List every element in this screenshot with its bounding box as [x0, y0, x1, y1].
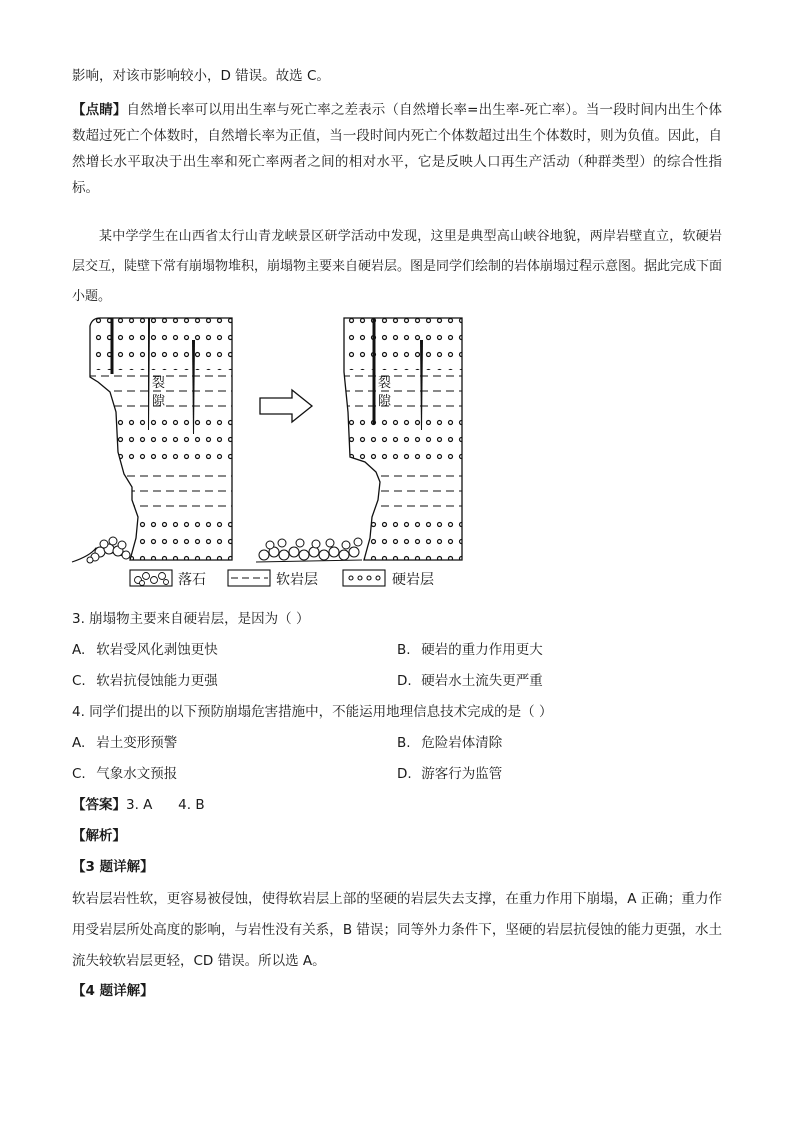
q3-option-c-text: 软岩抗侵蚀能力更强 [96, 673, 218, 689]
crack-label-right-1: 裂 [378, 376, 392, 391]
q3-option-a[interactable] [72, 640, 218, 660]
after-collapse-block [256, 318, 464, 562]
q4-option-b[interactable] [397, 733, 502, 753]
continued-text: 影响，对该市影响较小，D 错误。故选 C。 [72, 68, 330, 84]
crack-label-left-1: 裂 [152, 376, 166, 391]
legend-soft-rock: 软岩层 [276, 572, 318, 588]
q3-option-d-text: 硬岩水土流失更严重 [421, 673, 543, 689]
q4-option-b-key: B. [397, 735, 411, 751]
q4-option-a-text: 岩土变形预警 [96, 735, 178, 751]
q3-option-b-key: B. [397, 642, 411, 658]
q3-detail-label: 【3 题详解】 [72, 859, 154, 875]
rock-collapse-diagram [60, 312, 480, 596]
question-3-stem: 3. 崩塌物主要来自硬岩层，是因为（ ） [72, 611, 310, 627]
q3-option-d-key: D. [397, 673, 412, 689]
q4-detail-label: 【4 题详解】 [72, 983, 154, 999]
q3-option-d[interactable] [397, 671, 543, 691]
q4-option-d-key: D. [397, 766, 412, 782]
intro-paragraph: 某中学学生在山西省太行山青龙峡景区研学活动中发现，这里是典型高山峡谷地貌，两岸岩壁直立，软硬岩层交互，陡壁下常有崩塌物堆积，崩塌物主要来自硬岩层。图是同学们绘制的岩体崩塌过程示意图。据此完成下面小题。 [72, 229, 723, 304]
crack-label-left-2: 隙 [152, 394, 166, 409]
q3-option-c[interactable] [72, 671, 218, 691]
q3-option-a-text: 软岩受风化剥蚀更快 [96, 642, 218, 658]
q4-option-c-key: C. [72, 766, 86, 782]
q4-option-d[interactable] [397, 764, 502, 784]
q3-option-b-text: 硬岩的重力作用更大 [421, 642, 543, 658]
q4-option-a[interactable] [72, 733, 177, 753]
answer-text: 3. A 4. B [126, 797, 205, 813]
q3-option-c-key: C. [72, 673, 86, 689]
answer-label: 【答案】 [72, 797, 126, 813]
q3-option-b[interactable] [397, 640, 543, 660]
before-collapse-block [72, 318, 234, 563]
process-arrow [260, 390, 312, 422]
note-label: 【点睛】 [72, 102, 127, 118]
q4-option-c-text: 气象水文预报 [96, 766, 178, 782]
q3-detail-text: 软岩层岩性软，更容易被侵蚀，使得软岩层上部的坚硬的岩层失去支撑，在重力作用下崩塌，A 正确；重力作用受岩层所处高度的影响，与岩性没有关系，B 错误；同等外力条件下，坚硬的岩层抗侵蚀的能力更强，水土流失较软岩层更轻，CD 错误。所以选 A。 [72, 891, 722, 969]
q4-option-b-text: 危险岩体清除 [421, 735, 503, 751]
answer-line [72, 795, 205, 815]
crack-label-right-2: 隙 [378, 394, 392, 409]
q3-option-a-key: A. [72, 642, 86, 658]
q4-option-d-text: 游客行为监管 [421, 766, 503, 782]
legend-hard-rock: 硬岩层 [392, 572, 434, 588]
note-text: 自然增长率可以用出生率与死亡率之差表示（自然增长率=出生率-死亡率）。当一段时间内出生个体数超过死亡个体数时，自然增长率为正值，当一段时间内死亡个体数超过出生个体数时，则为负值。因此，自然增长水平取决于出生率和死亡率两者之间的相对水平，它是反映人口再生产活动（种群类型）的综合性指标。 [72, 102, 723, 196]
note-paragraph [72, 97, 722, 201]
legend [130, 570, 434, 588]
legend-fallen-rock: 落石 [178, 572, 206, 588]
question-4-stem: 4. 同学们提出的以下预防崩塌危害措施中，不能运用地理信息技术完成的是（ ） [72, 704, 553, 720]
q4-option-c[interactable] [72, 764, 177, 784]
analysis-label: 【解析】 [72, 828, 126, 844]
q4-option-a-key: A. [72, 735, 86, 751]
